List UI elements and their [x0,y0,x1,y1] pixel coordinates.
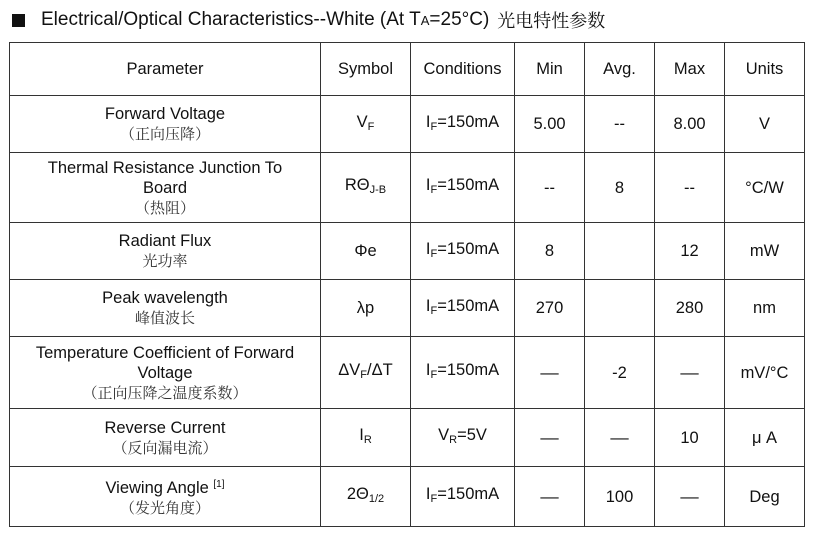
table-row [10,337,805,409]
table-row [10,280,805,337]
cond-sub: F [430,304,438,317]
parameter-en: Peak wavelength [102,289,228,307]
parameter-cn: （反向漏电流） [112,438,218,457]
symbol-main: 2Θ [346,485,369,503]
symbol-rest: /ΔT [367,361,393,379]
heading-ta-subscript: A [420,12,430,28]
parameter-cn: 光功率 [142,252,188,270]
col-header-conditions: Conditions [411,43,515,96]
cond-main: I [425,361,431,379]
cond-rest: =150mA [437,361,500,379]
conditions-cell [411,337,515,409]
cond-sub: R [449,434,458,446]
symbol-cell [321,467,411,527]
cond-main: V [438,426,450,444]
min-cell: 5.00 [515,96,585,153]
col-header-max: Max [655,43,725,96]
avg-cell: -2 [585,337,655,409]
cond-main: I [425,239,431,258]
avg-cell: 100 [585,467,655,527]
symbol-cell [321,409,411,467]
col-header-symbol: Symbol [321,43,411,96]
characteristics-table [9,42,805,527]
cond-sub: F [430,369,438,381]
conditions-cell [411,153,515,223]
parameter-en: Temperature Coefficient of Forward Voltage [35,343,295,382]
units-cell: V [725,96,805,153]
max-cell: 280 [655,280,725,337]
symbol-main: ΔV [338,361,361,379]
units-cell: °C/W [725,153,805,223]
min-cell: 270 [515,280,585,337]
table-row [10,96,805,153]
units-cell: mV/°C [725,337,805,409]
conditions-cell [411,223,515,280]
parameter-en: Thermal Resistance Junction To Board [47,158,283,197]
parameter-cell [10,409,321,467]
max-cell: 12 [655,223,725,280]
header-row [10,43,805,96]
max-cell: 8.00 [655,96,725,153]
min-cell: –– [515,467,585,527]
parameter-cell [10,280,321,337]
avg-cell: 8 [585,153,655,223]
cond-main: I [425,176,431,194]
symbol-sub: R [363,434,372,446]
parameter-en: Forward Voltage [104,105,226,123]
cond-main: I [425,296,431,315]
symbol-cell [321,223,411,280]
parameter-cn: （热阻） [134,198,195,217]
avg-cell [585,280,655,337]
avg-cell [585,223,655,280]
symbol-sub: F [360,369,368,381]
parameter-en-line [12,475,318,498]
symbol-cell [321,153,411,223]
symbol-main: Φe [354,242,377,260]
cond-main: I [425,485,431,503]
cond-sub: F [430,184,438,196]
table-row [10,467,805,527]
symbol-sub: F [367,120,375,133]
conditions-cell [411,409,515,467]
units-cell: μ A [725,409,805,467]
heading-text-suffix: =25°C) [429,9,490,30]
parameter-cn: （正向压降之温度系数） [82,383,248,402]
parameter-cn: （发光角度） [119,499,210,517]
cond-rest: =150mA [437,239,500,258]
parameter-cell [10,153,321,223]
symbol-cell [321,337,411,409]
parameter-cell [10,337,321,409]
col-header-min: Min [515,43,585,96]
cond-rest: =150mA [437,296,500,315]
max-cell: -- [655,153,725,223]
cond-rest: =150mA [437,112,500,131]
parameter-en: Viewing Angle [105,479,209,497]
cond-rest: =5V [457,426,487,444]
symbol-main: λp [356,299,375,317]
square-bullet-icon [12,14,25,27]
cond-rest: =150mA [437,176,500,194]
conditions-cell [411,96,515,153]
min-cell: -- [515,153,585,223]
min-cell: 8 [515,223,585,280]
symbol-sub: 1/2 [368,493,385,505]
min-cell: –– [515,337,585,409]
max-cell: –– [655,467,725,527]
col-header-avg: Avg. [585,43,655,96]
units-cell: nm [725,280,805,337]
parameter-cn: 峰值波长 [134,309,195,327]
footnote-ref: [1] [213,479,225,490]
units-cell: mW [725,223,805,280]
parameter-en: Radiant Flux [118,232,212,250]
parameter-cell [10,223,321,280]
heading-chinese: 光电特性参数 [497,11,606,32]
max-cell: –– [655,337,725,409]
symbol-main: I [359,426,364,444]
cond-main: I [425,112,431,131]
cond-sub: F [430,120,438,133]
symbol-cell [321,280,411,337]
min-cell: –– [515,409,585,467]
parameter-cn: （正向压降） [119,125,210,143]
max-cell: 10 [655,409,725,467]
parameter-cell [10,467,321,527]
table-row [10,223,805,280]
cond-sub: F [430,247,438,260]
parameter-en: Reverse Current [104,418,226,437]
conditions-cell [411,467,515,527]
symbol-main: RΘ [344,176,370,194]
cond-sub: F [430,493,438,505]
symbol-sub: J-B [369,184,387,196]
col-header-parameter: Parameter [10,43,321,96]
avg-cell: -- [585,96,655,153]
table-row [10,153,805,223]
avg-cell: –– [585,409,655,467]
section-heading [6,6,605,34]
cond-rest: =150mA [437,485,500,503]
col-header-units: Units [725,43,805,96]
units-cell: Deg [725,467,805,527]
parameter-cell [10,96,321,153]
conditions-cell [411,280,515,337]
symbol-main: V [356,112,368,131]
heading-text-prefix: Electrical/Optical Characteristics--White (At T [41,9,421,30]
symbol-cell [321,96,411,153]
table-row [10,409,805,467]
